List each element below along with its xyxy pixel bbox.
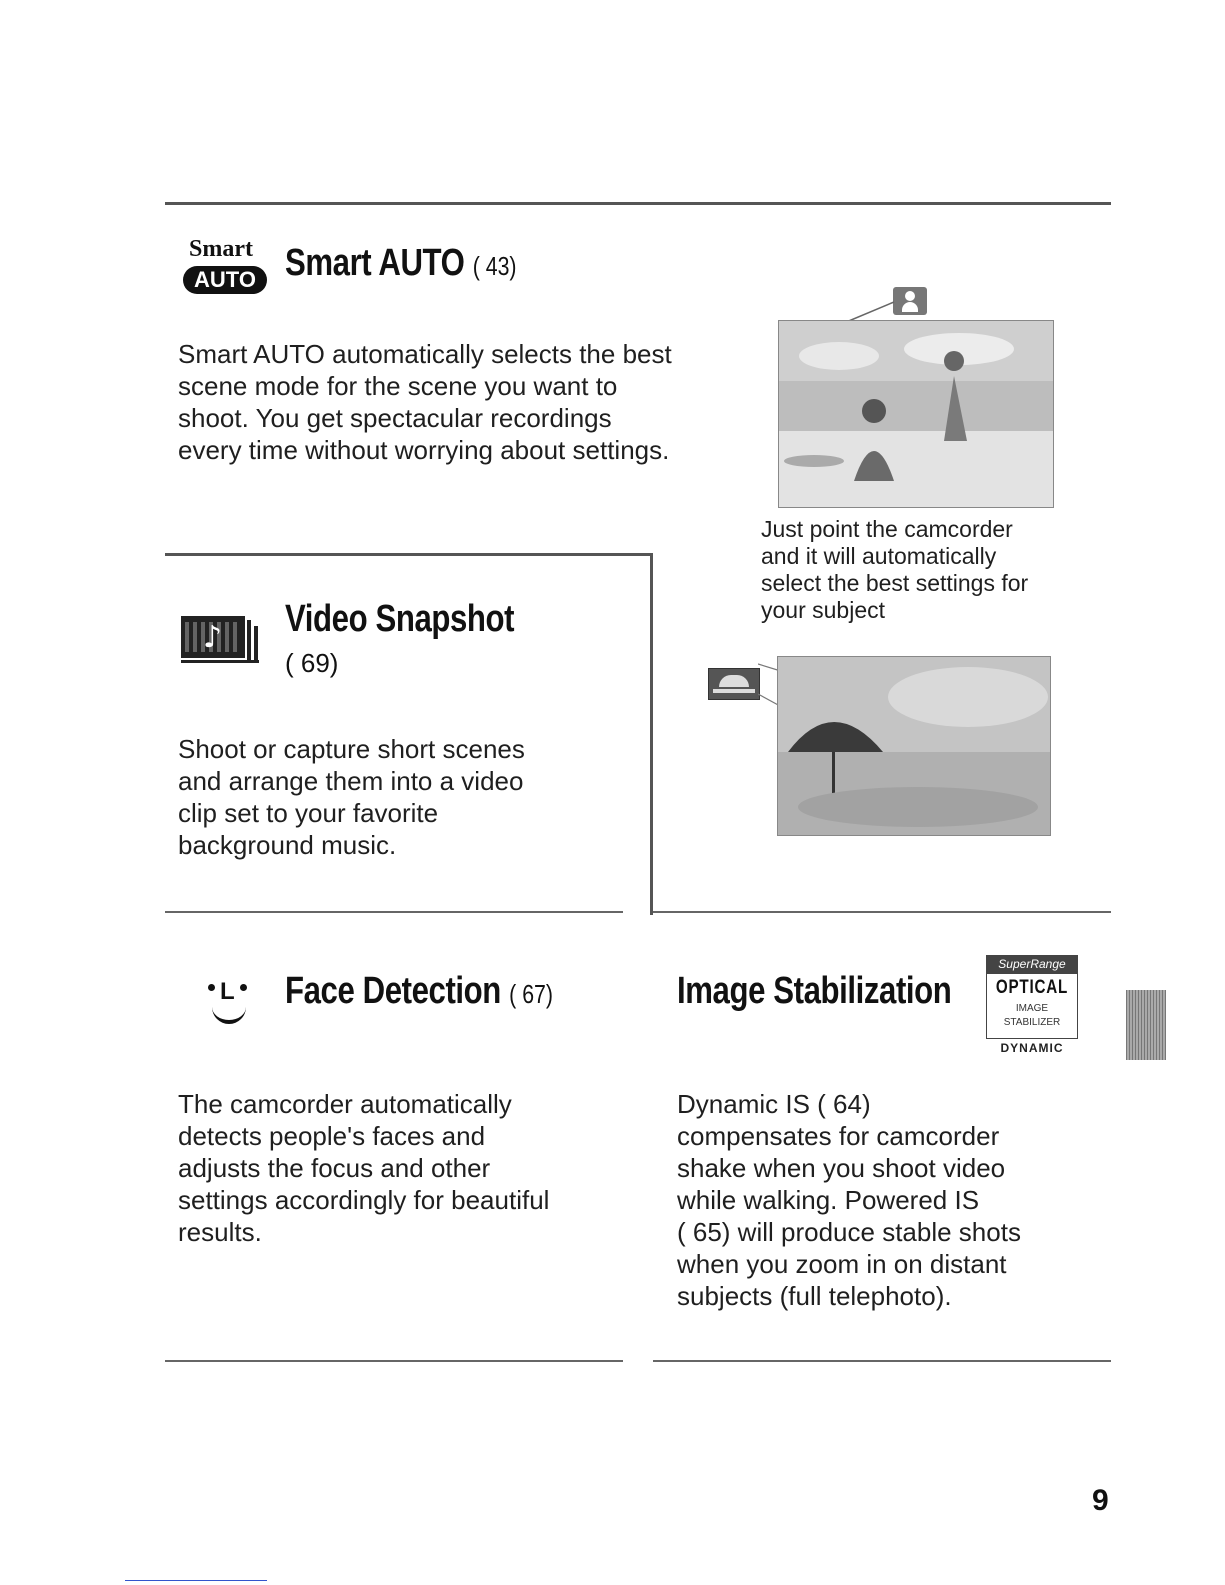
image-stabilization-title: Image Stabilization [677, 970, 952, 1012]
smart-auto-ref: ( 43) [472, 251, 517, 281]
face-detection-line: results. [178, 1217, 262, 1247]
image-stabilization-line: ( 65) will produce stable shots [677, 1217, 1021, 1247]
page-number: 9 [1092, 1484, 1109, 1517]
caption-line: select the best settings for [761, 570, 1029, 596]
scene-mode-icon [708, 668, 760, 700]
video-snapshot-line: and arrange them into a video [178, 766, 524, 796]
smart-auto-line: scene mode for the scene you want to [178, 371, 618, 401]
face-detection-title: Face Detection [285, 970, 501, 1012]
badge-top: SuperRange [986, 955, 1078, 973]
smart-auto-body [178, 338, 738, 466]
face-detection-line: The camcorder automatically [178, 1089, 512, 1119]
badge-sub2: STABILIZER [1003, 1017, 1061, 1028]
face-detection-heading [285, 970, 553, 1013]
smart-auto-icon [183, 236, 269, 300]
video-snapshot-line: background music. [178, 830, 397, 860]
image-stabilization-line: shake when you shoot video [677, 1153, 1006, 1183]
video-snapshot-body [178, 733, 638, 861]
smart-auto-icon-top: Smart [189, 236, 253, 262]
badge-main: OPTICAL [995, 977, 1069, 998]
image-stabilization-body [677, 1088, 1107, 1312]
image-stabilization-line: subjects (full telephoto). [677, 1281, 952, 1311]
badge-bottom: DYNAMIC [1000, 1041, 1064, 1055]
image-stabilization-line: when you zoom in on distant [677, 1249, 1007, 1279]
mid-left-rule [165, 553, 653, 556]
row-rule-right [653, 911, 1111, 913]
dynamic-is-badge-icon [986, 955, 1078, 1059]
image-stabilization-line: Dynamic IS ( 64) [677, 1089, 871, 1119]
beach-umbrella-illustration [778, 657, 1050, 835]
face-detection-body [178, 1088, 618, 1248]
video-snapshot-title: Video Snapshot [285, 598, 515, 640]
side-thumb-tab [1126, 990, 1166, 1060]
bottom-rule-right [653, 1360, 1111, 1362]
face-detection-line: settings accordingly for beautiful [178, 1185, 550, 1215]
image-stabilization-line: while walking. Powered IS [677, 1185, 980, 1215]
row-rule-left [165, 911, 623, 913]
video-snapshot-icon: ♪ [181, 608, 263, 664]
bottom-rule-left [165, 1360, 623, 1362]
face-detection-line: adjusts the focus and other [178, 1153, 491, 1183]
beach-umbrella-photo [777, 656, 1051, 836]
smart-auto-title: Smart AUTO [285, 242, 465, 284]
face-detection-icon [206, 980, 262, 1030]
smart-auto-caption [761, 516, 1091, 624]
smart-auto-icon-bottom: AUTO [183, 266, 267, 294]
caption-line: and it will automatically [761, 543, 997, 569]
smart-auto-line: shoot. You get spectacular recordings [178, 403, 612, 433]
top-rule [165, 202, 1111, 205]
face-detection-line: detects people's faces and [178, 1121, 486, 1151]
caption-line: Just point the camcorder [761, 516, 1013, 542]
video-snapshot-line: clip set to your favorite [178, 798, 439, 828]
video-snapshot-line: Shoot or capture short scenes [178, 734, 525, 764]
video-snapshot-ref: ( 69) [285, 648, 339, 678]
smart-auto-line: Smart AUTO automatically selects the best [178, 339, 672, 369]
image-stabilization-line: compensates for camcorder [677, 1121, 1000, 1151]
smart-auto-heading [285, 242, 517, 285]
children-beach-photo [778, 320, 1054, 508]
bottom-link-underline [125, 1580, 267, 1581]
caption-line: your subject [761, 597, 886, 623]
children-beach-illustration [779, 321, 1053, 507]
badge-sub1: IMAGE [1015, 1003, 1049, 1014]
face-detection-icon-letter: L [220, 978, 235, 1005]
face-detection-ref: ( 67) [509, 979, 554, 1009]
smart-auto-line: every time without worrying about settings. [178, 435, 670, 465]
mid-vertical-rule [650, 553, 653, 915]
